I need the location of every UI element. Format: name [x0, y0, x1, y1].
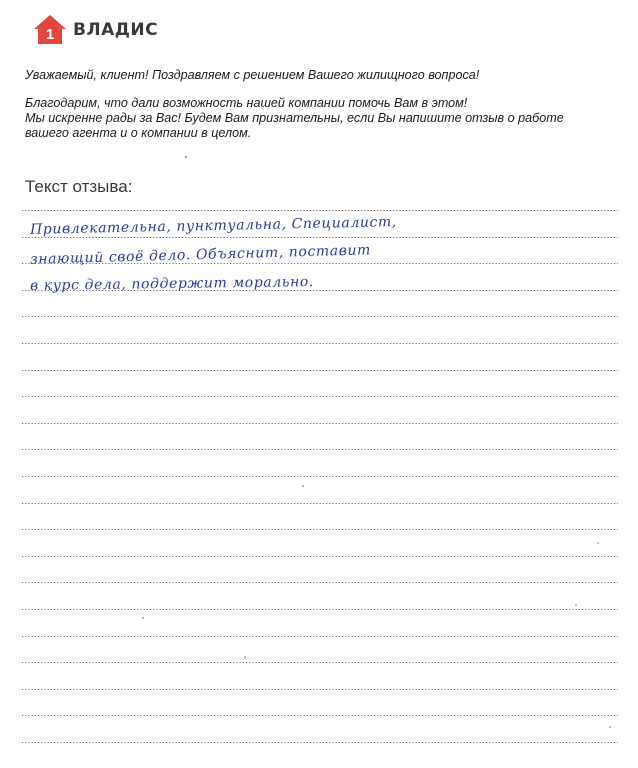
review-title: Текст отзыва:: [25, 177, 133, 196]
logo-digit: 1: [45, 26, 55, 43]
handwritten-line: Привлекательна, пунктуальна, Специалист,: [29, 214, 398, 238]
handwritten-line: в курс дела, поддержит морально.: [29, 274, 315, 294]
intro-line: Мы искренне рады за Вас! Будем Вам признательны, если Вы напишите отзыв о работе: [25, 111, 564, 125]
greeting: Уважаемый, клиент! Поздравляем с решением Вашего жилищного вопроса!: [25, 68, 480, 82]
intro-line: Благодарим, что дали возможность нашей компании помочь Вам в этом!: [25, 96, 468, 110]
handwritten-line: знающий своё дело. Объяснит, поставит: [29, 242, 372, 268]
brand-name: ВЛАДИС: [73, 20, 159, 40]
intro-line: вашего агента и о компании в целом.: [25, 126, 252, 140]
